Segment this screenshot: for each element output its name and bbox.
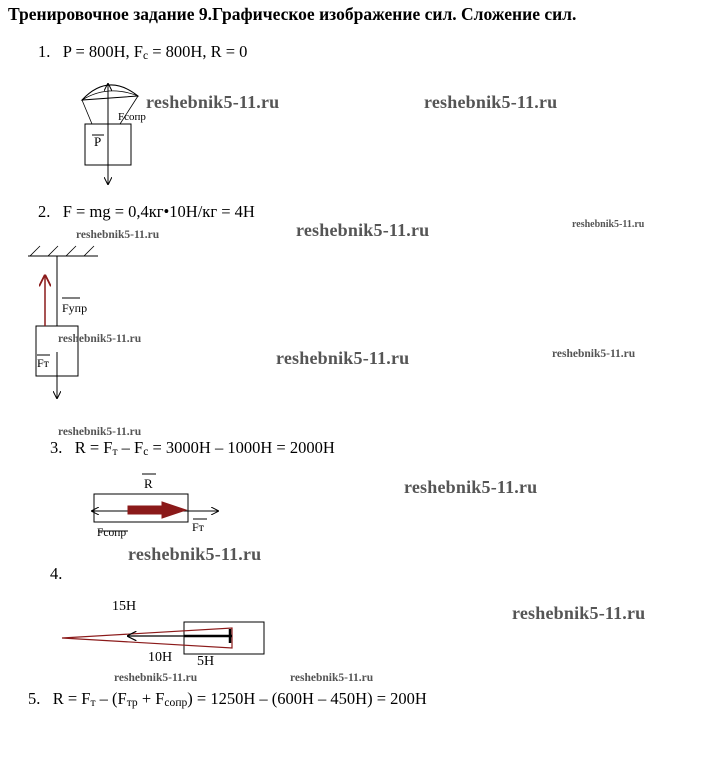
block-box [184, 622, 264, 654]
parachute-canopy [82, 85, 138, 100]
item-2-number: 2. [38, 202, 51, 221]
watermark: reshebnik5-11.ru [296, 220, 430, 240]
item-3-text-c: = 3000H – 1000H = 2000H [148, 438, 335, 457]
watermark: reshebnik5-11.ru [512, 603, 646, 623]
fig1-p-label: P [94, 134, 102, 149]
watermark: reshebnik5-11.ru [552, 348, 636, 360]
watermark: reshebnik5-11.ru [114, 672, 198, 684]
item-5-text-a: R = F [52, 689, 91, 708]
watermark: reshebnik5-11.ru [146, 92, 280, 112]
item-5-sub-c: сопр [164, 697, 188, 709]
item-3-sub-a: т [112, 446, 118, 458]
watermark: reshebnik5-11.ru [58, 333, 142, 345]
item-2-text: F = mg = 0,4кг•10H/кг = 4H [62, 202, 255, 221]
item-1-number: 1. [38, 42, 51, 61]
fig3-ft-label: Fт [192, 520, 204, 534]
item-1-sub-a: c [142, 50, 149, 62]
watermark: reshebnik5-11.ru [58, 426, 142, 438]
fig4-15h-label: 15H [112, 599, 137, 614]
item-3-sub-b: c [143, 446, 149, 458]
fig2-fupr-label: Fупр [62, 301, 88, 315]
figure-1-parachute [82, 84, 138, 184]
15h-arrow [62, 628, 232, 648]
watermark: reshebnik5-11.ru [424, 92, 558, 112]
item-3-number: 3. [50, 438, 63, 457]
item-5-text-c: + F [137, 689, 165, 708]
item-4-number: 4. [50, 564, 63, 583]
item-1-text-b: = 800H, R = 0 [148, 42, 248, 61]
watermark: reshebnik5-11.ru [276, 348, 410, 368]
item-5-sub-b: тр [126, 697, 138, 709]
watermark: reshebnik5-11.ru [76, 229, 160, 241]
watermark: reshebnik5-11.ru [572, 219, 645, 230]
fig1-fcopr-label: Fсопр [118, 111, 146, 123]
item-3-text-b: – F [117, 438, 144, 457]
watermark: reshebnik5-11.ru [404, 477, 538, 497]
item-3-text-a: R = F [74, 438, 113, 457]
fig4-5h-label: 5H [197, 654, 215, 669]
item-5-number: 5. [28, 689, 41, 708]
r-arrow [128, 502, 186, 518]
page-title: Тренировочное задание 9.Графическое изображение сил. Сложение сил. [8, 4, 577, 24]
fig2-ft-label: Fт [37, 356, 49, 370]
watermark: reshebnik5-11.ru [128, 544, 262, 564]
watermark: reshebnik5-11.ru [290, 672, 374, 684]
fig3-fcopr-label: Fсопр [97, 527, 127, 539]
item-1-text-a: P = 800H, F [62, 42, 143, 61]
item-5-text-b: – (F [95, 689, 127, 708]
item-5-text-d: ) = 1250H – (600H – 450H) = 200H [187, 689, 427, 708]
item-5-sub-a: т [90, 697, 96, 709]
figure-2-hanging [28, 246, 98, 398]
fig3-r-label: R [144, 476, 153, 491]
fig4-10h-label: 10H [148, 650, 173, 665]
